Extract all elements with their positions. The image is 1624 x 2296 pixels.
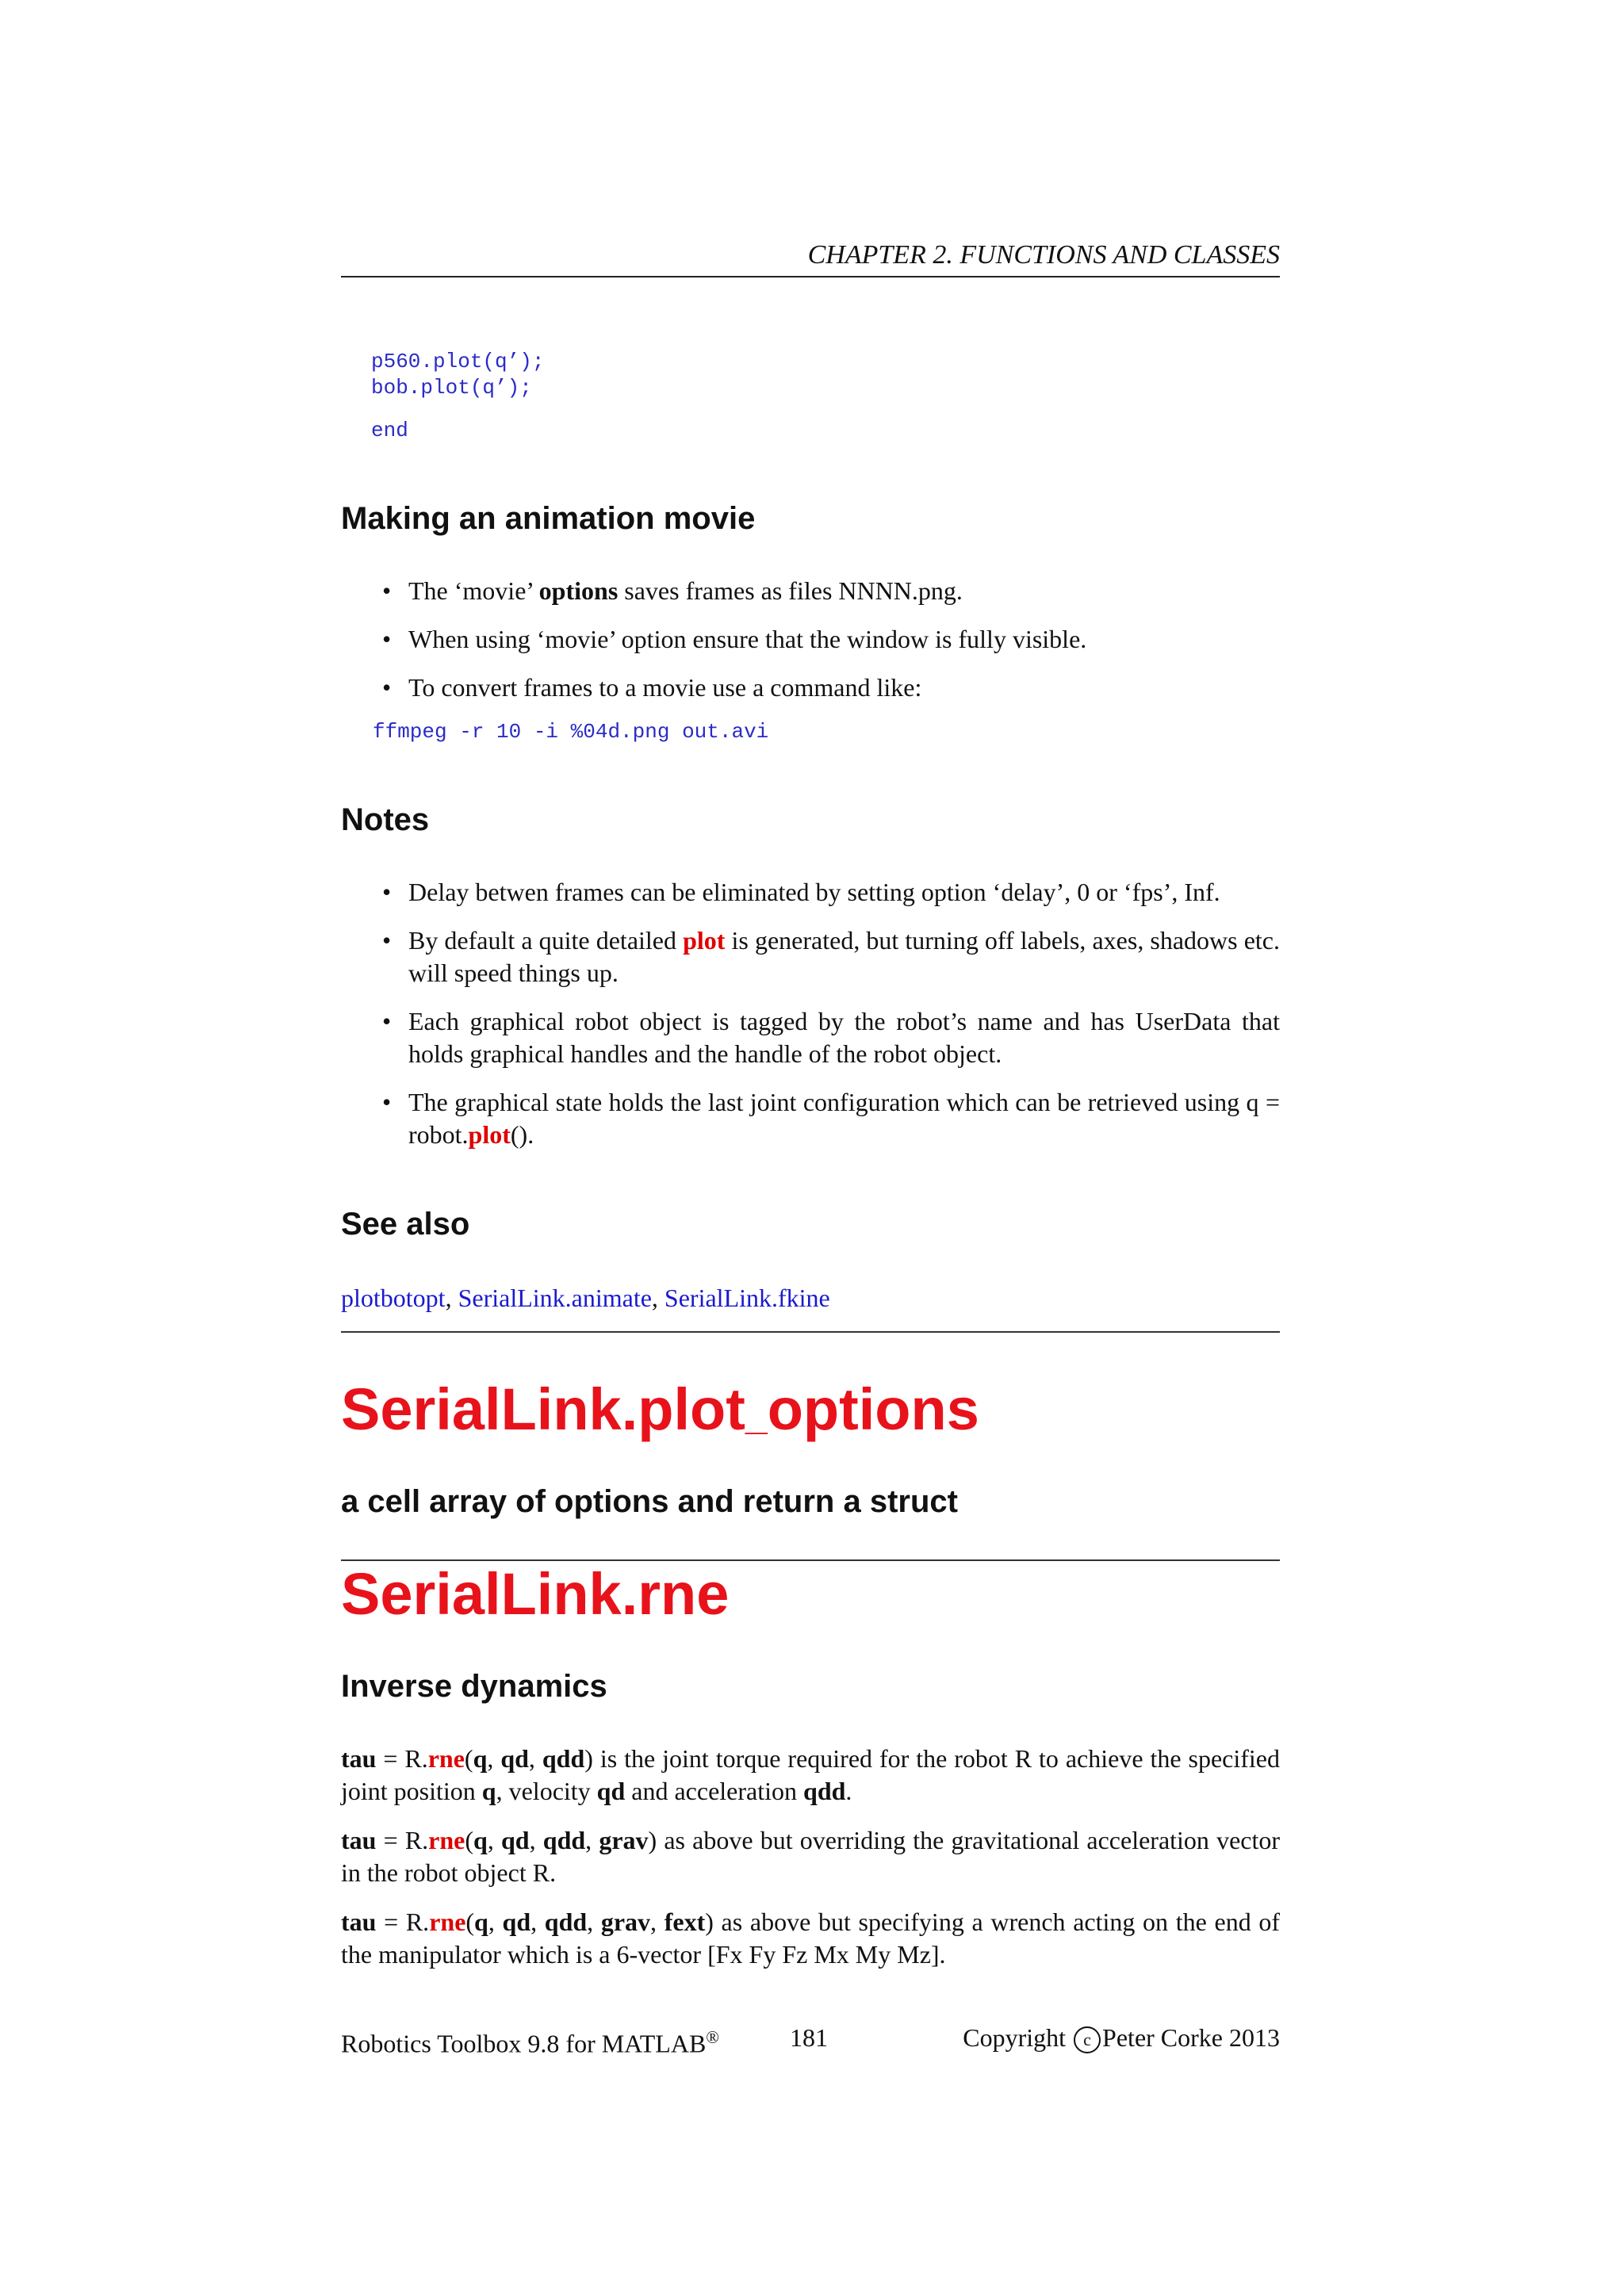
entry-subtitle-plot-options: a cell array of options and return a struct [341,1484,958,1519]
entry-subtitle-rne: Inverse dynamics [341,1669,607,1704]
rne-paragraph-2: tau = R.rne(q, qd, qdd, grav) as above but overriding the gravitational acceleration vector in the robot object R. [341,1826,1281,1887]
code-line-2: bob.plot(q’); [371,376,532,400]
link-plotbotopt[interactable]: plotbotopt [341,1284,446,1312]
plot-function-ref: plot [468,1120,511,1149]
movie-bullets [341,575,1280,704]
code-end: end [371,419,408,442]
code-line-1: p560.plot(q’); [371,350,545,373]
list-item: • The graphical state holds the last joint configuration which can be retrieved using q = robot.plot(). [341,1086,1280,1151]
rne-paragraph-3: tau = R.rne(q, qd, qdd, grav, fext) as above but specifying a wrench acting on the end of the manipulator which is a 6-vector [Fx Fy Fz Mx My Mz]. [341,1908,1281,1969]
see-also-links: plotbotopt, SerialLink.animate, SerialLink.fkine [341,1284,830,1312]
divider [341,1331,1280,1333]
page-number: 181 [790,2023,828,2052]
list-item: • Delay betwen frames can be eliminated by setting option ‘delay’, 0 or ‘fps’, Inf. [341,876,1280,909]
rne-paragraph-1: tau = R.rne(q, qd, qdd) is the joint torque required for the robot R to achieve the specified joint position q, velocity qd and acceleration qdd. [341,1744,1281,1805]
list-item: • When using ‘movie’ option ensure that the window is fully visible. [341,623,1280,656]
link-seriallink-animate[interactable]: SerialLink.animate [458,1284,652,1312]
list-item: • The ‘movie’ options saves frames as files NNNN.png. [341,575,1280,607]
ffmpeg-command: ffmpeg -r 10 -i %04d.png out.avi [373,720,769,744]
section-title-notes: Notes [341,802,430,837]
entry-title-rne: SerialLink.rne [341,1561,730,1627]
footer-title: Robotics Toolbox 9.8 for MATLAB® [341,2027,719,2058]
footer-copyright: Copyright c Peter Corke 2013 [963,2023,1280,2052]
list-item: • By default a quite detailed plot is generated, but turning off labels, axes, shadows etc. will speed things up. [341,924,1280,989]
section-title-movie: Making an animation movie [341,501,756,536]
chapter-title: CHAPTER 2. FUNCTIONS AND CLASSES [807,240,1280,270]
list-item: • To convert frames to a movie use a command like: [341,672,1280,704]
section-title-see-also: See also [341,1207,470,1242]
list-item: • Each graphical robot object is tagged by the robot’s name and has UserData that holds graphical handles and the handle of the robot object. [341,1005,1280,1070]
entry-title-plot-options: SerialLink.plot_options [341,1376,979,1442]
link-seriallink-fkine[interactable]: SerialLink.fkine [664,1284,830,1312]
notes-bullets [341,876,1280,1151]
document-page [341,0,1280,2296]
running-header [341,238,1280,277]
plot-function-ref: plot [683,926,726,955]
code-block-plot [371,349,544,401]
